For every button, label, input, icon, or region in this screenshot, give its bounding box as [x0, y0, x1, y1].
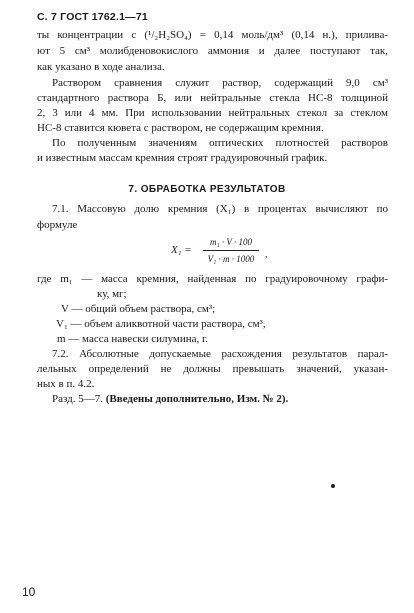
- text-line: как указано в ходе анализа.: [37, 61, 165, 73]
- formula-denominator: V₁ · m · 1000: [207, 254, 255, 264]
- text-line: 7.2. Абсолютные допускаемые расхождения результатов парал-: [52, 348, 388, 360]
- text-line: 2, 3 или 4 мм. При использовании нейтральных стекол за стеклом: [37, 107, 388, 119]
- fraction-bar: [203, 250, 259, 251]
- text-line: ты концентрации с (¹/₂H₂SO₄) = 0,14 моль/дм³ (0,14 н.), прилива-: [37, 29, 388, 41]
- text-line: и известным массам кремния строят градуировочный график.: [37, 152, 328, 164]
- text-line: НС-8 ставится кювета с раствором, не содержащим кремния.: [37, 122, 324, 134]
- text-line: 7.1. Массовую долю кремния (X₁) в процентах вычисляют по: [52, 203, 388, 215]
- text-line: стандартного раствора Б, или нейтральные стекла НС-8 толщиной: [37, 92, 388, 104]
- page-number: 10: [22, 585, 36, 599]
- text-line: Раствором сравнения служит раствор, содержащий 9,0 см³: [52, 77, 388, 89]
- amendment-note: [52, 392, 288, 407]
- formula-lhs: X₁ =: [171, 244, 192, 256]
- text-line: лельных определений не должны превышать значений, указан-: [37, 363, 388, 375]
- formula-tail: ,: [265, 249, 268, 260]
- where-line: V₁ — объем аликвотной части раствора, см³,: [56, 318, 266, 330]
- where-line: V — общий объем раствора, см³;: [61, 303, 216, 315]
- text-line: По полученным значениям оптических плотностей растворов: [52, 137, 388, 149]
- where-line: ку, мг;: [97, 288, 127, 300]
- text-line: формуле: [37, 219, 78, 231]
- amendment-bold: (Введены дополнительно, Изм. № 2).: [105, 393, 289, 405]
- page-header: С. 7 ГОСТ 1762.1—71: [37, 11, 148, 23]
- where-line: где m₁ — масса кремния, найденная по градуировочному графи-: [37, 273, 388, 285]
- amendment-prefix: Разд. 5—7.: [52, 393, 103, 405]
- text-line: ют 5 см³ молибденовокислого аммония и далее поступают так,: [37, 45, 388, 57]
- section-title: 7. ОБРАБОТКА РЕЗУЛЬТАТОВ: [128, 184, 286, 195]
- ink-dot: [331, 484, 335, 488]
- where-line: m — масса навески силумина, г.: [57, 333, 209, 345]
- formula: [171, 235, 285, 269]
- text-line: ных в п. 4.2.: [37, 378, 95, 390]
- formula-numerator: m₁ · V · 100: [210, 237, 252, 247]
